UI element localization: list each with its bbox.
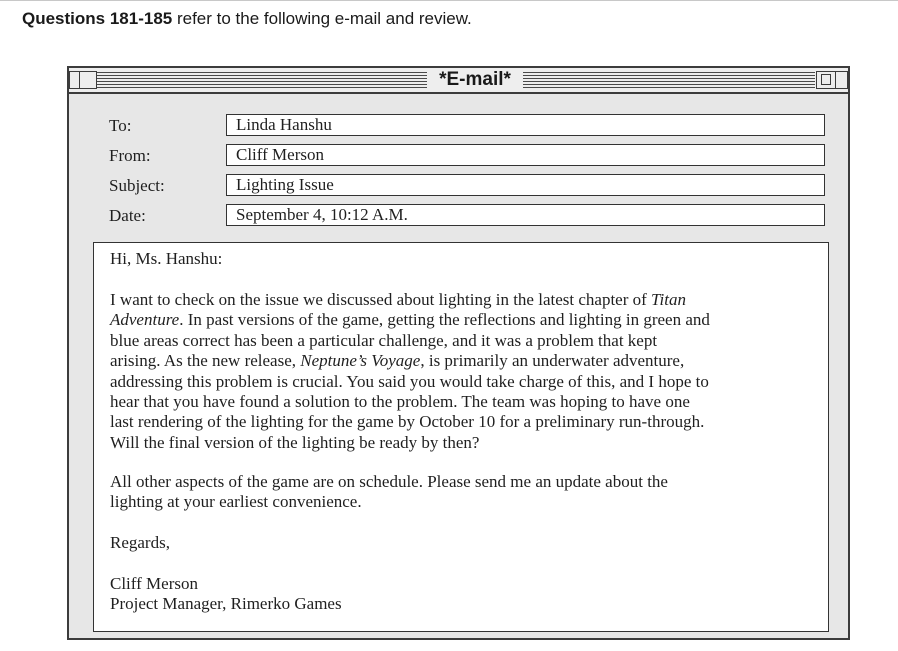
to-field[interactable]: Linda Hanshu	[226, 114, 825, 136]
greeting: Hi, Ms. Hanshu:	[110, 249, 223, 268]
date-field[interactable]: September 4, 10:12 A.M.	[226, 204, 825, 226]
game-title-titan: Titan	[651, 290, 686, 309]
signature-name: Cliff Merson	[110, 574, 198, 593]
subject-label: Subject:	[109, 176, 165, 195]
text-line: I want to check on the issue we discussed about lighting in the latest chapter of Titan	[110, 290, 686, 309]
question-range: Questions 181-185	[22, 9, 173, 28]
email-body[interactable]	[93, 242, 829, 632]
from-field[interactable]: Cliff Merson	[226, 144, 825, 166]
date-label: Date:	[109, 206, 146, 225]
signature	[110, 574, 816, 615]
text-line: addressing this problem is crucial. You said you would take charge of this, and I hope to	[110, 371, 709, 391]
text-line: All other aspects of the game are on schedule. Please send me an update about the	[110, 472, 668, 491]
text-line: last rendering of the lighting for the game by October 10 for a preliminary run-through.	[110, 412, 705, 432]
text-line: hear that you have found a solution to the problem. The team was hoping to have one	[110, 392, 690, 412]
window-title: *E-mail*	[439, 69, 511, 90]
from-label: From:	[109, 146, 151, 165]
title-bar	[69, 68, 848, 94]
text-line: Adventure. In past versions of the game, getting the reflections and lighting in green and	[110, 310, 710, 330]
close-box-icon[interactable]	[69, 71, 97, 89]
zoom-box-icon[interactable]	[816, 71, 848, 89]
body-paragraph-2	[110, 472, 816, 513]
instruction-text: refer to the following e-mail and review.	[172, 9, 472, 28]
text-line: arising. As the new release, Neptune’s Voyage, is primarily an underwater adventure,	[110, 351, 685, 371]
email-window	[67, 66, 850, 640]
top-divider	[0, 0, 898, 1]
text-line: Will the final version of the lighting be ready by then?	[110, 432, 480, 452]
subject-field[interactable]: Lighting Issue	[226, 174, 825, 196]
title-bar-stripes-right	[523, 72, 815, 88]
closing: Regards,	[110, 533, 170, 552]
text-line: lighting at your earliest convenience.	[110, 492, 362, 512]
question-instruction	[22, 9, 472, 29]
text-line: blue areas correct has been a particular challenge, and it was a problem that kept	[110, 330, 658, 350]
game-title-adventure: Adventure	[110, 310, 180, 330]
title-bar-stripes-left	[97, 72, 427, 88]
body-paragraph-1	[110, 290, 816, 453]
signature-title: Project Manager, Rimerko Games	[110, 594, 342, 614]
game-title-neptunes-voyage: Neptune’s Voyage	[300, 351, 421, 371]
to-label: To:	[109, 116, 132, 135]
